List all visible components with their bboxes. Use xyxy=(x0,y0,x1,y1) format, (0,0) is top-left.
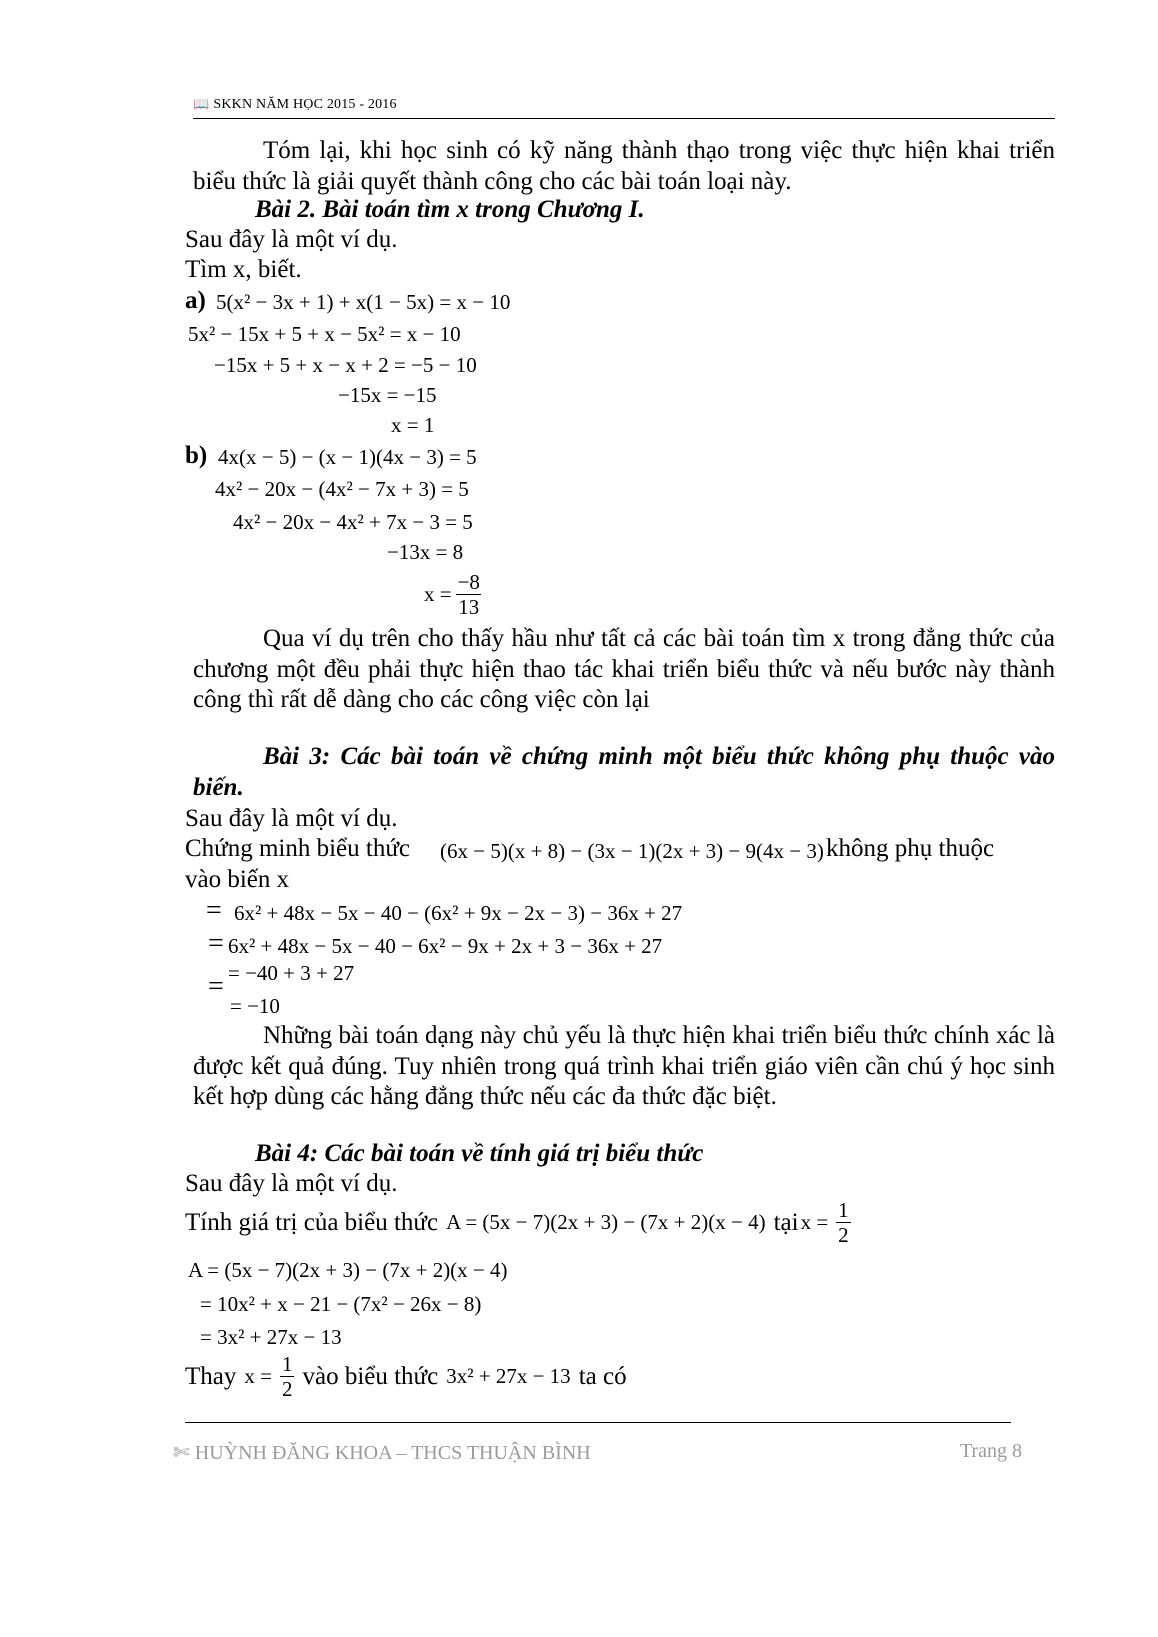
bai2-a-label: a) xyxy=(185,287,206,314)
bai2-a-line-3: −15x + 5 + x − x + 2 = −5 − 10 xyxy=(214,353,477,377)
bai2-b-label: b) xyxy=(185,442,208,469)
bai4-thay-expr: 3x² + 27x − 13 xyxy=(446,1364,571,1388)
bai4-thay-row xyxy=(185,1352,627,1401)
bai3-example: Sau đây là một ví dụ. xyxy=(185,805,398,832)
b-x-equals: x = xyxy=(424,582,452,606)
header-title: SKKN NĂM HỌC 2015 - 2016 xyxy=(213,97,397,112)
b-frac-num: −8 xyxy=(457,570,480,594)
bai3-line-3: = −40 + 3 + 27 xyxy=(228,961,355,985)
bai2-a-line-2: 5x² − 15x + 5 + x − 5x² = x − 10 xyxy=(188,322,461,346)
bai4-fraction xyxy=(836,1198,851,1247)
bai4-task-at: tại xyxy=(773,1208,799,1236)
footer-divider xyxy=(185,1422,1011,1423)
bai4-frac-num: 1 xyxy=(838,1198,849,1222)
intro-paragraph: Tóm lại, khi học sinh có kỹ năng thành thạo trong việc thực hiện khai triển biểu thức là giải quyết thành công cho các bài toán loại này. xyxy=(193,137,1055,195)
bai2-b-line-3: 4x² − 20x − 4x² + 7x − 3 = 5 xyxy=(233,510,473,534)
bai2-summary: Qua ví dụ trên cho thấy hầu như tất cả các bài toán tìm x trong đẳng thức của chương một đều phải thực hiện thao tác khai triển biểu thức và nếu bước này thành công thì rất dễ dàng cho các công việc còn lại xyxy=(193,625,1055,713)
bai3-prove-prefix: Chứng minh biểu thức xyxy=(185,835,410,862)
scissors-icon: ✄ xyxy=(173,1442,190,1464)
bai3-expr: (6x − 5)(x + 8) − (3x − 1)(2x + 3) − 9(4x − 3) xyxy=(440,839,824,863)
bai4-heading: Bài 4: Các bài toán về tính giá trị biểu thức xyxy=(255,1140,704,1167)
open-book-icon: 📖 xyxy=(193,96,210,111)
bai4-line-3: = 3x² + 27x − 13 xyxy=(200,1325,342,1349)
bai2-b-line-4: −13x = 8 xyxy=(387,540,464,564)
bai3-summary: Những bài toán dạng này chủ yếu là thực hiện khai triển biểu thức chính xác là được kết quả đúng. Tuy nhiên trong quá trình khai triển giáo viên cần chú ý học sinh kết hợp dùng các hằng đẳng thức nếu các đa thức đặc biệt. xyxy=(193,1022,1055,1110)
bai4-thay-end: ta có xyxy=(578,1362,627,1390)
footer-page-number: Trang 8 xyxy=(960,1440,1023,1462)
bai2-task: Tìm x, biết. xyxy=(185,256,302,283)
bai3-eq-1: = xyxy=(206,895,222,926)
bai4-x-eq: x = xyxy=(800,1210,829,1234)
bai4-thay-frac-den: 2 xyxy=(281,1377,293,1401)
bai4-line-2: = 10x² + x − 21 − (7x² − 26x − 8) xyxy=(200,1292,482,1316)
bai2-b-line-1: 4x(x − 5) − (x − 1)(4x − 3) = 5 xyxy=(218,445,477,469)
b-frac-den: 13 xyxy=(458,595,480,619)
bai3-line-2: 6x² + 48x − 5x − 40 − 6x² − 9x + 2x + 3 − 36x + 27 xyxy=(228,934,663,958)
bai3-line-4: = −10 xyxy=(230,994,280,1018)
bai2-a-line-5: x = 1 xyxy=(391,413,435,437)
bai4-task-expr: A = (5x − 7)(2x + 3) − (7x + 2)(x − 4) xyxy=(446,1210,766,1234)
bai2-b-line-2: 4x² − 20x − (4x² − 7x + 3) = 5 xyxy=(215,477,469,501)
bai4-thay-mid: vào biểu thức xyxy=(302,1362,439,1390)
footer-author: HUỲNH ĐĂNG KHOA – THCS THUẬN BÌNH xyxy=(194,1442,591,1464)
bai4-thay-frac-num: 1 xyxy=(281,1352,293,1376)
bai3-line-1: 6x² + 48x − 5x − 40 − (6x² + 9x − 2x − 3) − 36x + 27 xyxy=(234,901,683,925)
bai3-prove-line2: vào biến x xyxy=(185,866,290,893)
bai4-thay-x-eq: x = xyxy=(244,1364,272,1388)
bai4-frac-den: 2 xyxy=(838,1223,849,1247)
bai3-prove-suffix: không phụ thuộc xyxy=(826,835,995,862)
bai4-task-row xyxy=(185,1198,851,1247)
bai3-eq-2: = xyxy=(208,928,224,959)
bai3-heading: Bài 3: Các bài toán về chứng minh một biểu thức không phụ thuộc vào biến. xyxy=(193,743,1055,801)
b-fraction xyxy=(456,570,482,619)
footer-author-row xyxy=(173,1440,591,1465)
header-divider xyxy=(193,118,1055,119)
page-header xyxy=(193,96,397,113)
bai4-thay-fraction xyxy=(280,1352,295,1401)
bai4-task-prefix: Tính giá trị của biểu thức xyxy=(185,1208,439,1236)
bai4-thay: Thay xyxy=(185,1362,237,1390)
bai2-a-line-1: 5(x² − 3x + 1) + x(1 − 5x) = x − 10 xyxy=(216,290,511,314)
bai3-eq-3: = xyxy=(208,971,224,1002)
bai2-b-line-5 xyxy=(424,570,482,619)
bai2-a-line-4: −15x = −15 xyxy=(338,383,437,407)
bai4-line-1: A = (5x − 7)(2x + 3) − (7x + 2)(x − 4) xyxy=(188,1258,508,1282)
bai4-example: Sau đây là một ví dụ. xyxy=(185,1170,398,1197)
bai2-heading: Bài 2. Bài toán tìm x trong Chương I. xyxy=(255,196,645,223)
bai2-example: Sau đây là một ví dụ. xyxy=(185,226,398,253)
